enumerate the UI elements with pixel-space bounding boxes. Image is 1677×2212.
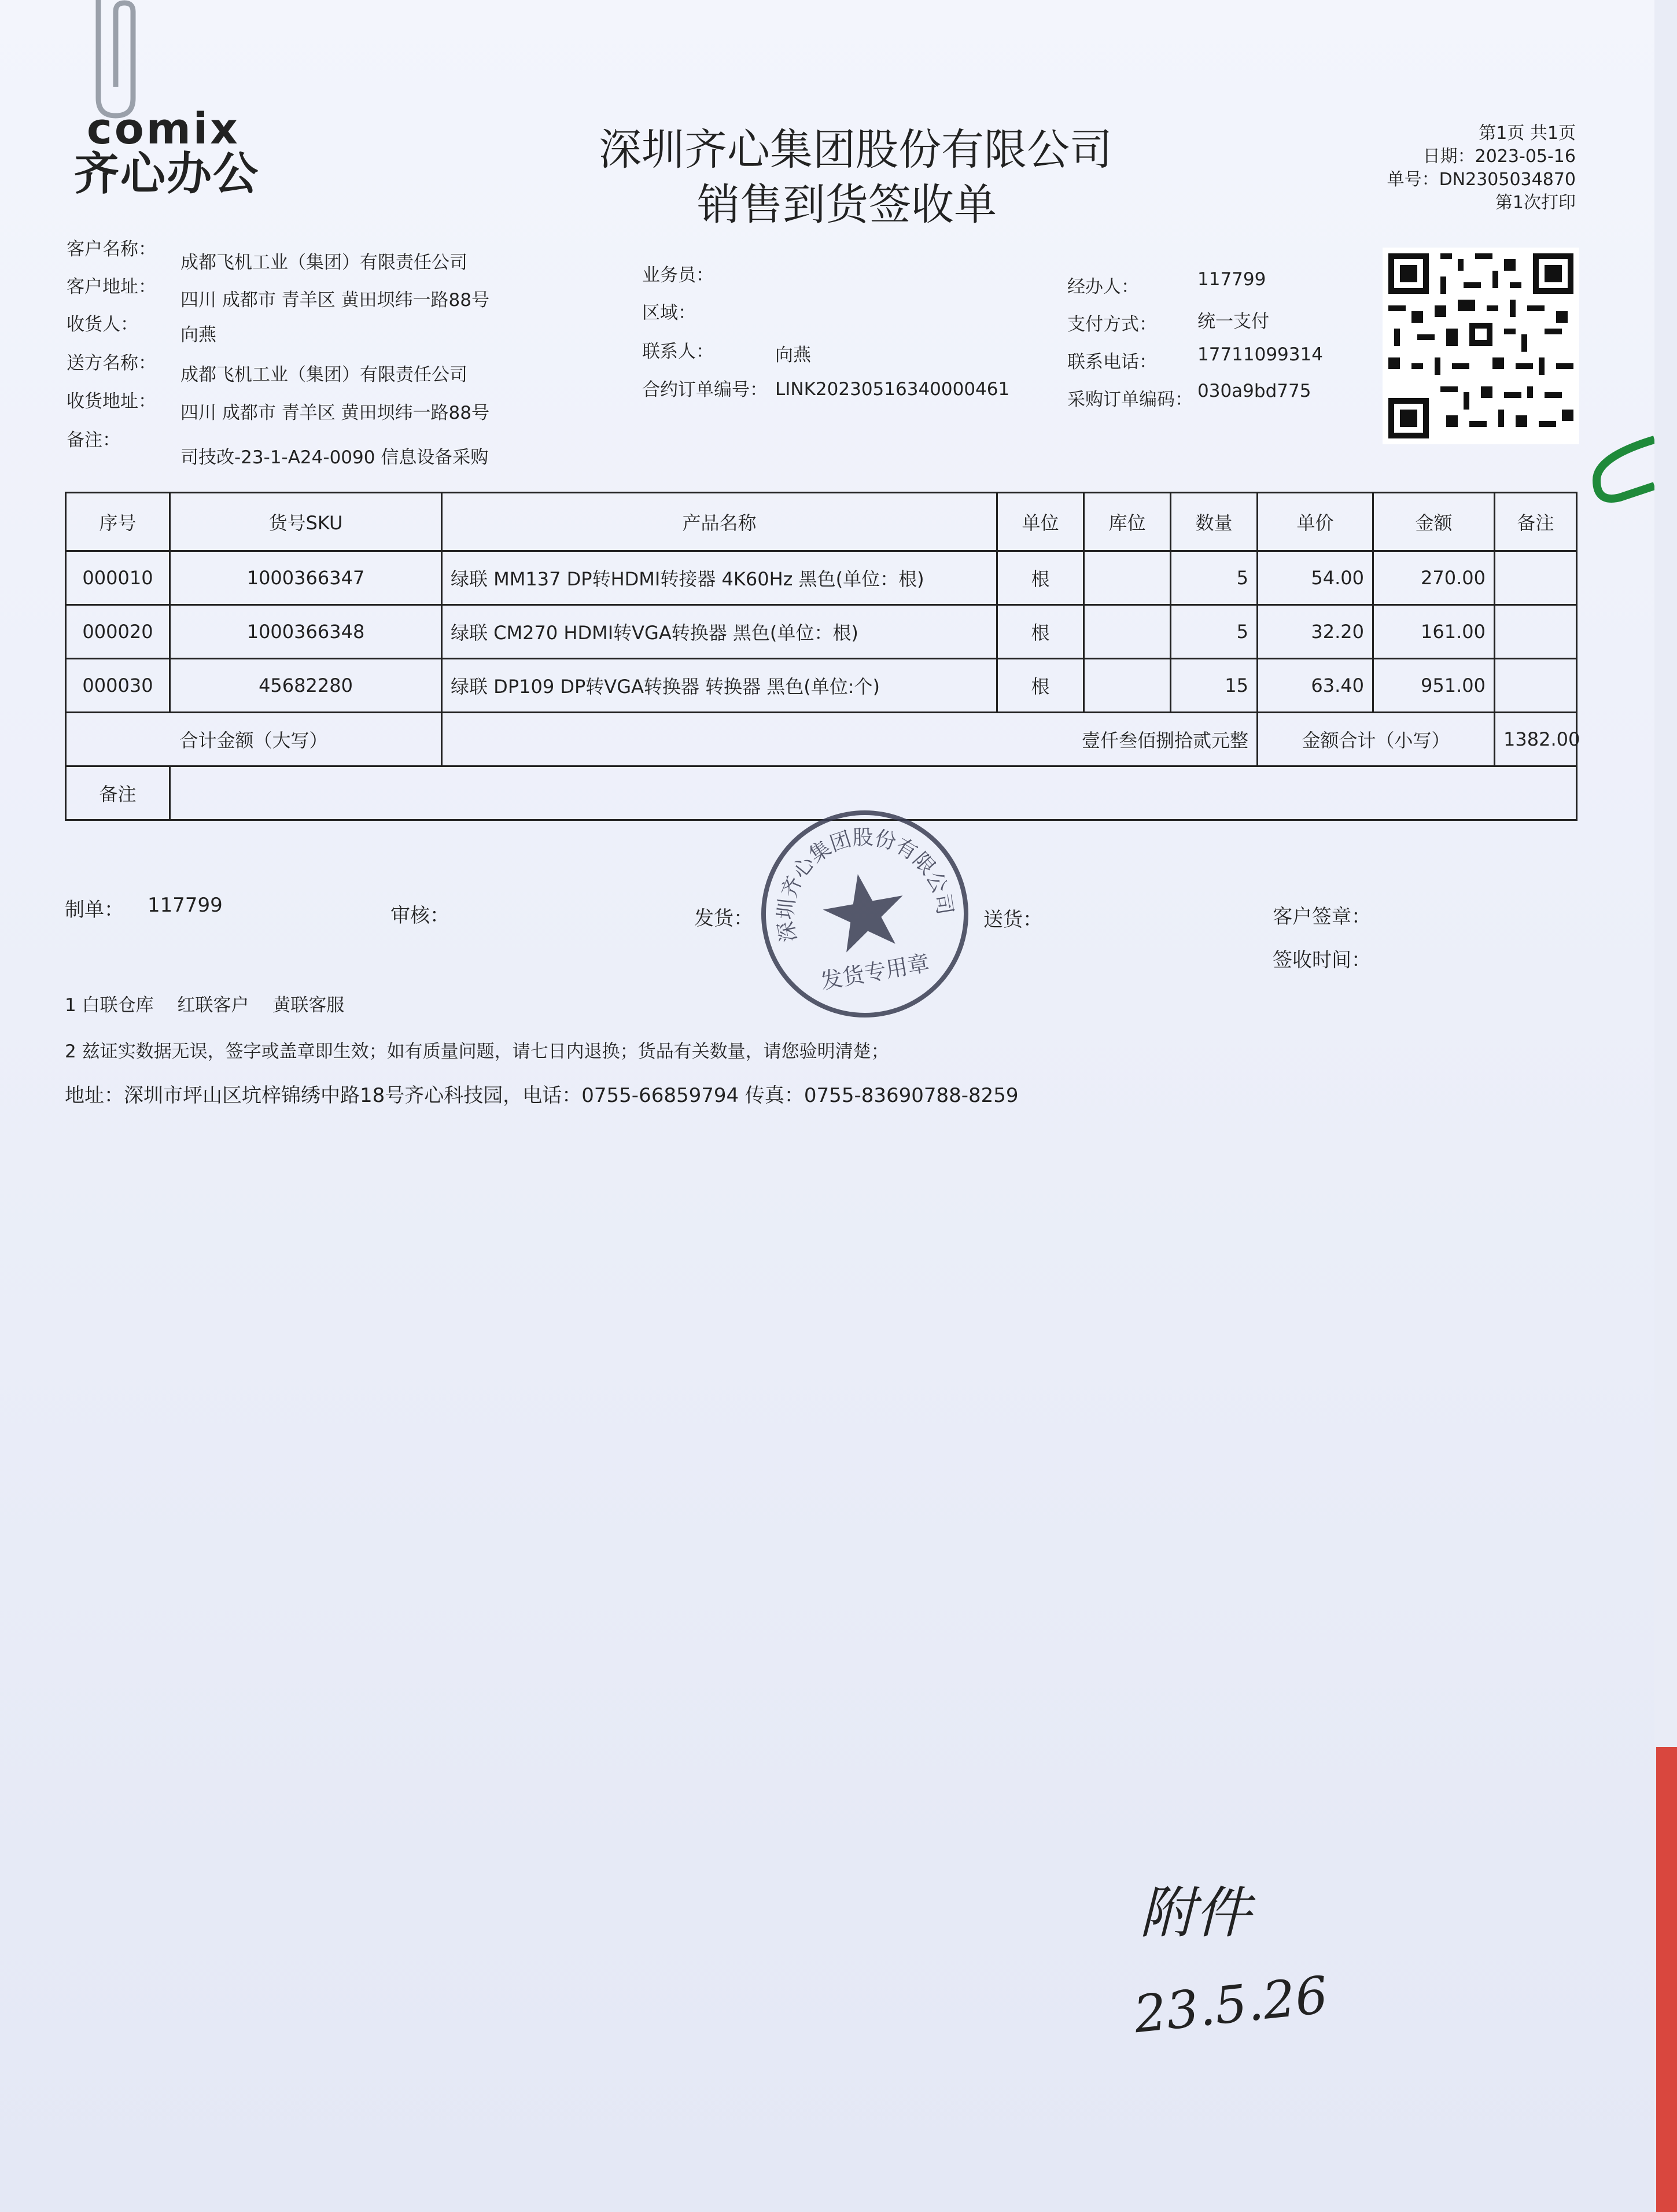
copy-note: 1 白联仓库 红联客户 黄联客服 [65,995,345,1016]
info-label: 联系电话： [1067,352,1157,373]
info-value: 向燕 [180,325,216,345]
cell-remark [1495,659,1577,713]
review-label: 审核： [390,904,449,927]
cell-price: 63.40 [1258,659,1373,713]
document-title: 销售到货签收单 [697,180,997,230]
print-count: 第1次打印 [1495,193,1576,213]
deliver-label: 送货： [983,908,1042,931]
info-label: 合约订单编号： [642,379,768,400]
info-label: 支付方式： [1067,314,1157,335]
ship-label: 发货： [694,907,753,930]
logo-text: comix [87,104,240,154]
company-address: 地址：深圳市坪山区坑梓锦绣中路18号齐心科技园，电话：0755-66859794 传真：0755-83690788-8259 [65,1084,1019,1107]
background-edge [1656,1747,1677,2212]
info-value: 四川 成都市 青羊区 黄田坝纬一路88号 [180,403,490,423]
info-value: 17711099314 [1197,344,1323,365]
col-header-location: 库位 [1084,493,1171,551]
cell-amount: 951.00 [1373,659,1495,713]
qr-code [1383,248,1579,444]
cell-qty: 5 [1171,551,1258,605]
cell-index: 000010 [66,551,170,605]
cell-sku: 45682280 [170,659,442,713]
items-table [65,492,1578,821]
total-lower-value: 1382.00 [1495,713,1577,766]
logo-chinese: 齐心办公 [74,148,260,200]
svg-text:附件: 附件 [1140,1881,1251,1945]
info-value: LINK20230516340000461 [775,379,1010,400]
info-value: 四川 成都市 青羊区 黄田坝纬一路88号 [180,290,490,311]
info-label: 备注： [67,430,120,451]
total-upper-label: 合计金额（大写） [66,713,442,766]
doc-date: 日期：2023-05-16 [1422,146,1576,167]
info-value: 成都飞机工业（集团）有限责任公司 [180,252,467,273]
cell-product: 绿联 MM137 DP转HDMI转接器 4K60Hz 黑色(单位：根) [442,551,997,605]
total-upper-value: 壹仟叁佰捌拾贰元整 [442,713,1258,766]
col-header-sku: 货号SKU [170,493,442,551]
cell-unit: 根 [997,659,1084,713]
info-label: 送方名称： [67,353,156,374]
cell-product: 绿联 CM270 HDMI转VGA转换器 黑色(单位：根) [442,605,997,659]
info-label: 收货地址： [67,391,156,412]
company-name: 深圳齐心集团股份有限公司 [599,125,1112,175]
info-label: 客户名称： [67,239,156,260]
table-header-row [66,493,1577,551]
col-header-remark: 备注 [1495,493,1577,551]
total-lower-label: 金额合计（小写） [1258,713,1495,766]
info-value: 统一支付 [1197,311,1269,332]
col-header-unit: 单位 [997,493,1084,551]
info-value: 司技改-23-1-A24-0090 信息设备采购 [180,447,489,468]
total-row [66,713,1577,766]
info-label: 客户地址： [67,276,156,297]
cell-sku: 1000366348 [170,605,442,659]
company-seal [755,804,975,1024]
cell-location [1084,659,1171,713]
info-value: 030a9bd775 [1197,381,1311,401]
cell-qty: 5 [1171,605,1258,659]
cell-amount: 161.00 [1373,605,1495,659]
maker-label: 制单： [65,898,124,921]
terms-note: 2 兹证实数据无误，签字或盖章即生效；如有质量问题，请七日内退换；货品有关数量，请您验明清楚； [65,1041,889,1062]
svg-text:深圳齐心集团股份有限公司: 深圳齐心集团股份有限公司 [773,825,957,945]
svg-text:23.5.26: 23.5.26 [1131,1964,1331,2045]
maker-value: 117799 [148,894,223,917]
info-value: 成都飞机工业（集团）有限责任公司 [180,364,467,385]
cell-sku: 1000366347 [170,551,442,605]
col-header-product: 产品名称 [442,493,997,551]
cell-remark [1495,605,1577,659]
cell-qty: 15 [1171,659,1258,713]
table-row [66,605,1577,659]
sign-time-label: 签收时间： [1273,949,1371,972]
info-label: 业务员： [642,265,714,286]
doc-number: 单号：DN2305034870 [1387,169,1576,190]
page-indicator: 第1页 共1页 [1479,123,1576,143]
remark-label: 备注 [66,766,170,820]
cell-index: 000030 [66,659,170,713]
cell-index: 000020 [66,605,170,659]
handwritten-annotation [1122,1868,1365,2059]
col-header-qty: 数量 [1171,493,1258,551]
table-row [66,659,1577,713]
info-label: 采购订单编码： [1067,389,1193,410]
green-clip [1585,428,1654,515]
cell-location [1084,551,1171,605]
info-value: 向燕 [775,345,811,366]
col-header-price: 单价 [1258,493,1373,551]
cell-remark [1495,551,1577,605]
cell-price: 54.00 [1258,551,1373,605]
info-label: 经办人： [1067,276,1139,297]
table-row [66,551,1577,605]
cell-unit: 根 [997,551,1084,605]
customer-sign-label: 客户签章： [1273,905,1371,928]
cell-product: 绿联 DP109 DP转VGA转换器 转换器 黑色(单位:个) [442,659,997,713]
info-label: 区域： [642,303,696,323]
col-header-index: 序号 [66,493,170,551]
cell-unit: 根 [997,605,1084,659]
info-value: 117799 [1197,269,1266,290]
col-header-amount: 金额 [1373,493,1495,551]
info-label: 联系人： [642,341,714,362]
cell-amount: 270.00 [1373,551,1495,605]
svg-text:发货专用章: 发货专用章 [819,950,932,994]
cell-location [1084,605,1171,659]
info-label: 收货人： [67,314,138,335]
cell-price: 32.20 [1258,605,1373,659]
